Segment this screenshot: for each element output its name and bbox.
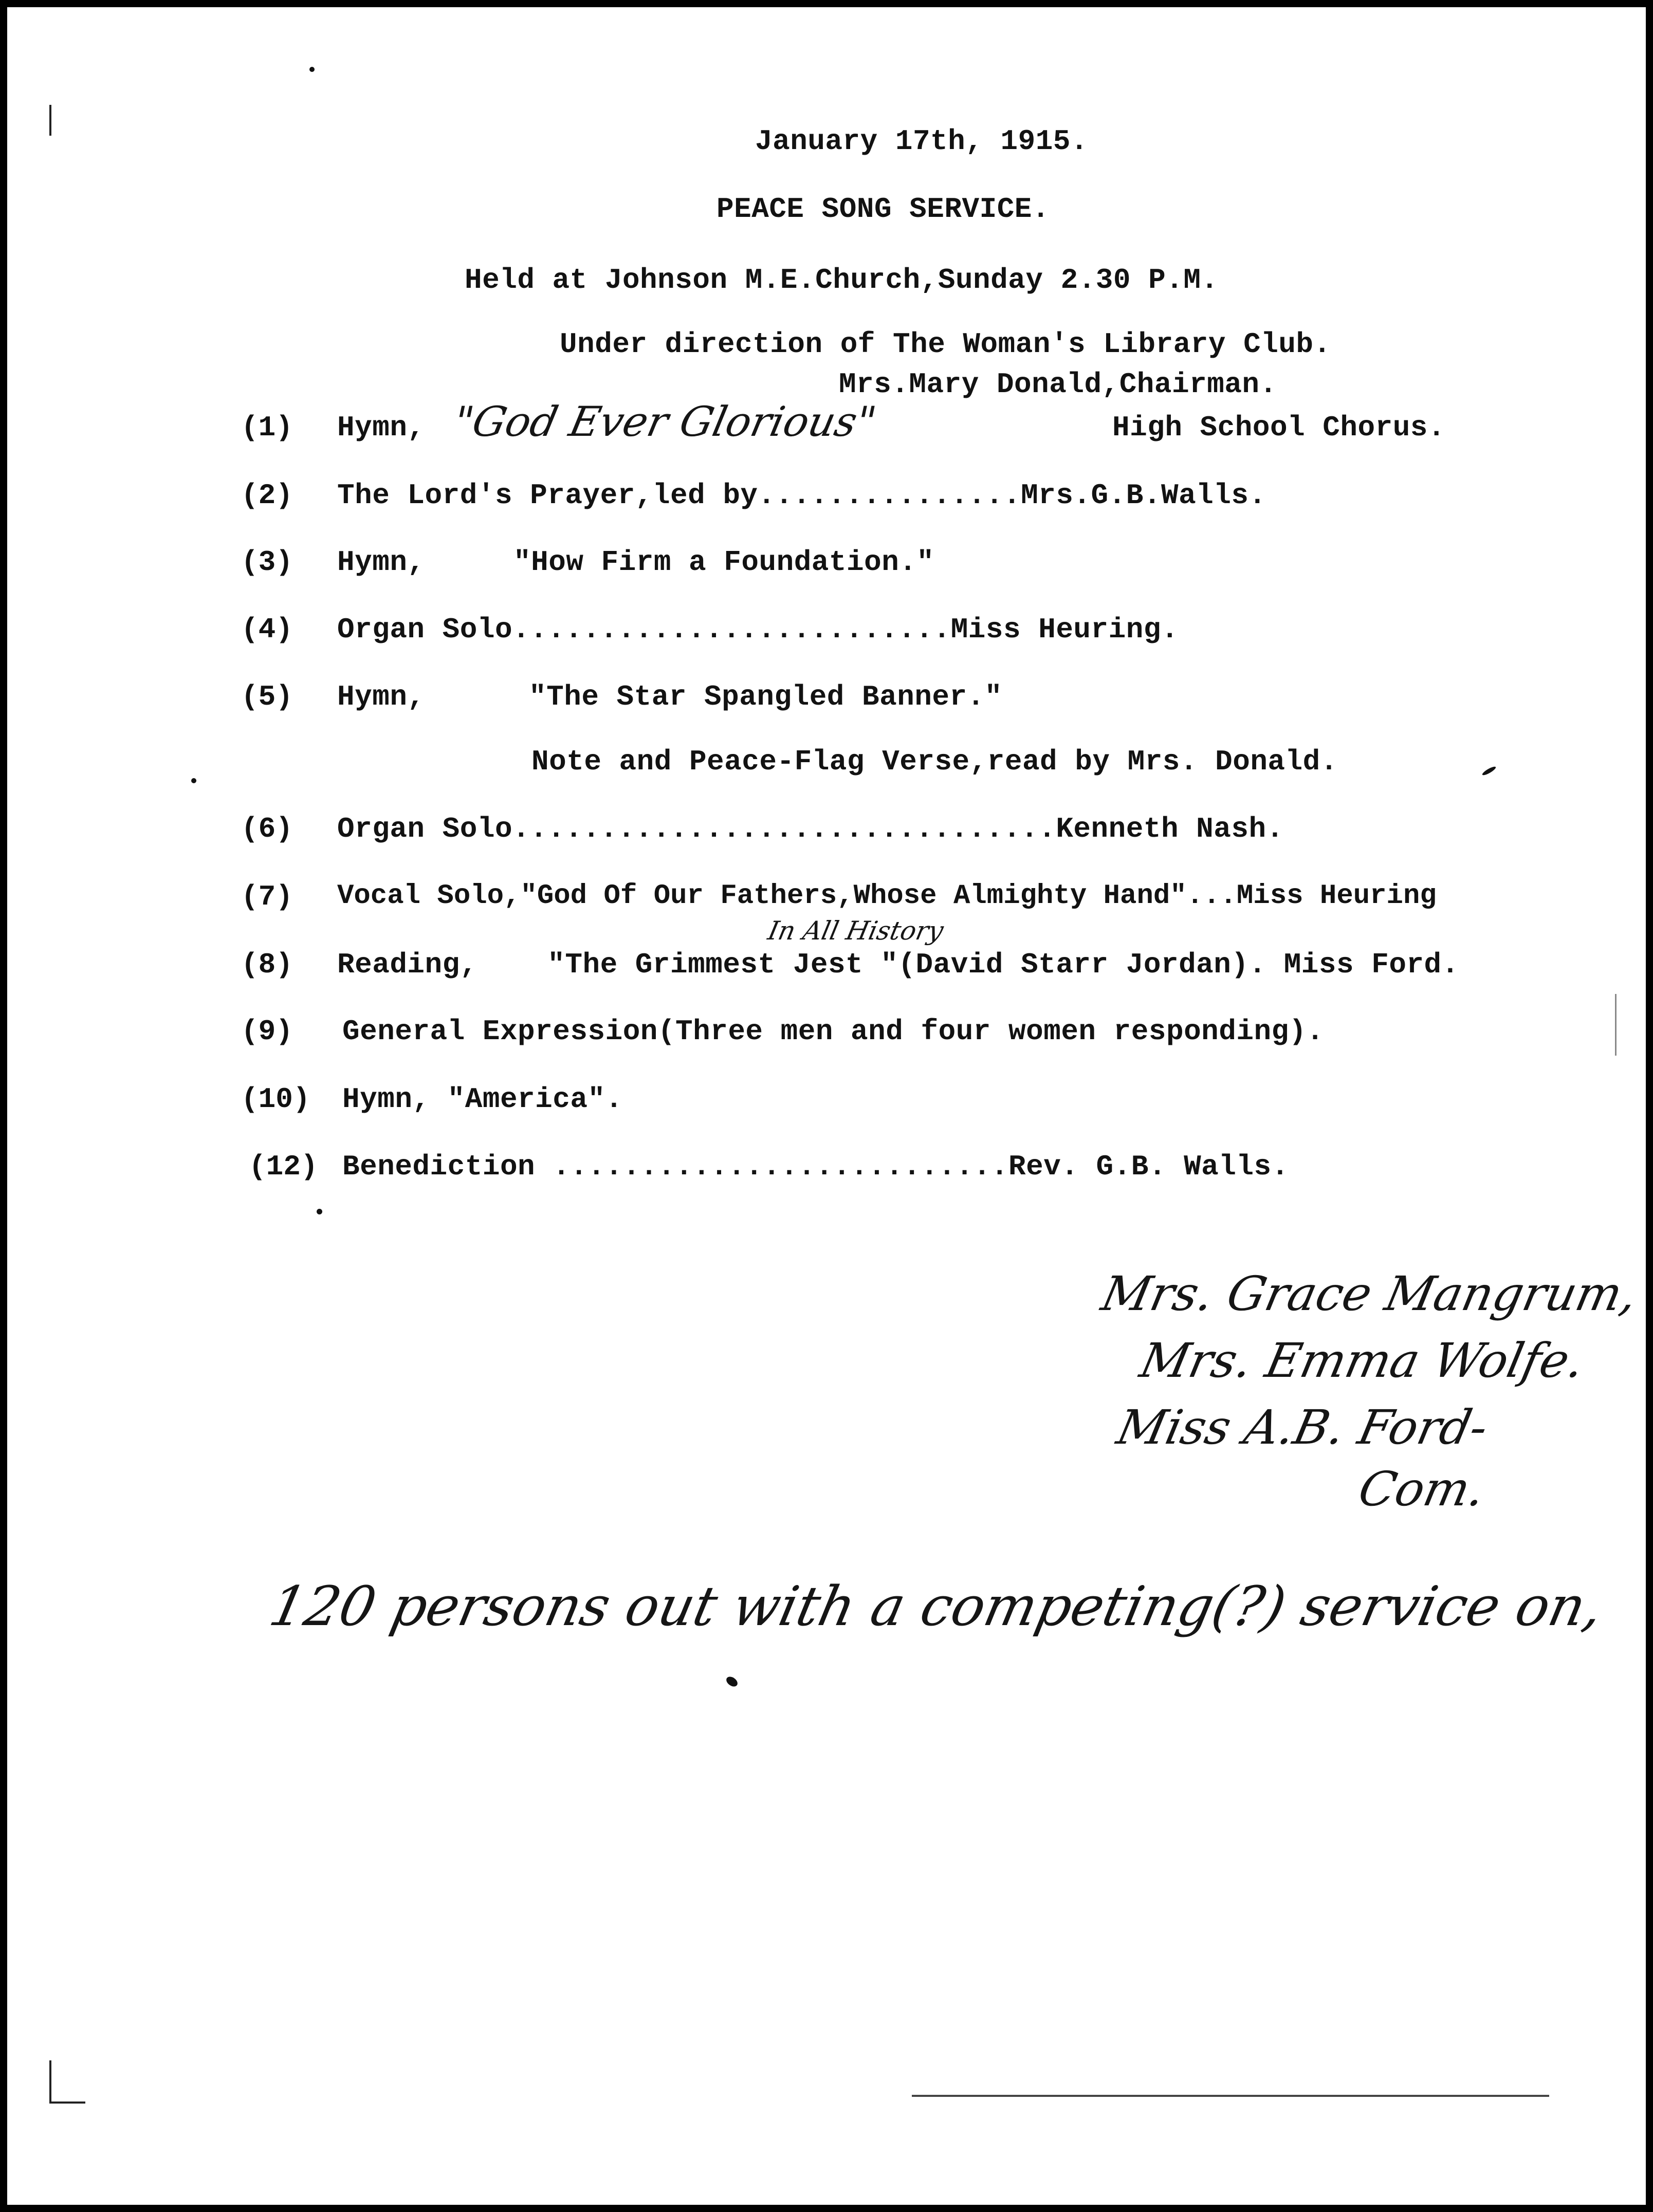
program-item-text: Reading, "The Grimmest Jest "(David Starr Jordan). Miss Ford.	[337, 948, 1459, 981]
program-number: (3)	[241, 546, 293, 579]
program-item-text: General Expression(Three men and four women responding).	[342, 1015, 1324, 1048]
scan-edge-mark	[49, 105, 51, 136]
note-line: Note and Peace-Flag Verse,read by Mrs. Donald.	[531, 745, 1338, 778]
document-title: PEACE SONG SERVICE.	[717, 193, 1050, 226]
program-item-text: Benediction ..........................Rev. G.B. Walls.	[342, 1150, 1289, 1183]
scan-edge-mark	[49, 2060, 51, 2102]
program-item-label: Hymn,	[337, 411, 425, 444]
program-number: (9)	[241, 1015, 293, 1048]
program-item-text: The Lord's Prayer,led by...............Mrs.G.B.Walls.	[337, 479, 1266, 512]
program-item-text: Organ Solo...............................Kenneth Nash.	[337, 813, 1284, 845]
scan-speck	[309, 67, 315, 72]
signature-grace-mangrum: Mrs. Grace Mangrum,	[1097, 1266, 1643, 1321]
handwritten-attendance-note: 120 persons out with a competing(?) service on,	[264, 1575, 1609, 1638]
program-number: (10)	[241, 1083, 310, 1116]
program-item-label: Hymn,	[337, 680, 425, 713]
program-number: (4)	[241, 613, 293, 646]
program-item-title: "The Star Spangled Banner."	[529, 680, 1002, 713]
program-item-text: Hymn, "America".	[342, 1083, 623, 1116]
program-item-title: "How Firm a Foundation."	[513, 546, 934, 579]
program-number: (5)	[241, 680, 293, 713]
program-item-text: Organ Solo.........................Miss Heuring.	[337, 613, 1179, 646]
scan-speck	[191, 778, 196, 783]
scan-edge-mark	[49, 2102, 85, 2104]
committee-abbrev: Com.	[1354, 1462, 1491, 1517]
program-number: (12)	[249, 1150, 318, 1183]
handwritten-insertion: In All History	[765, 916, 946, 946]
scan-edge-mark	[912, 2095, 1549, 2097]
program-number: (1)	[241, 411, 293, 444]
chairman-line: Mrs.Mary Donald,Chairman.	[839, 368, 1277, 401]
handwritten-hymn-title: "God Ever Glorious"	[449, 398, 880, 446]
scan-edge-mark	[1615, 994, 1617, 1056]
program-number: (6)	[241, 813, 293, 845]
venue-line: Held at Johnson M.E.Church,Sunday 2.30 P.M.	[465, 264, 1219, 297]
scan-speck	[1481, 765, 1497, 777]
scan-speck	[725, 1675, 740, 1689]
program-performer: High School Chorus.	[1112, 411, 1446, 444]
program-number: (7)	[241, 880, 293, 913]
program-item-text: Vocal Solo,"God Of Our Fathers,Whose Almighty Hand"...Miss Heuring	[337, 880, 1437, 912]
document-date: January 17th, 1915.	[755, 125, 1089, 158]
document-page	[7, 7, 1646, 2205]
scan-speck	[317, 1209, 322, 1214]
signature-ab-ford: Miss A.B. Ford-	[1112, 1400, 1493, 1455]
signature-emma-wolfe: Mrs. Emma Wolfe.	[1135, 1333, 1590, 1388]
direction-line: Under direction of The Woman's Library Club.	[560, 328, 1331, 361]
program-number: (2)	[241, 479, 293, 512]
program-number: (8)	[241, 948, 293, 981]
program-item-label: Hymn,	[337, 546, 425, 579]
